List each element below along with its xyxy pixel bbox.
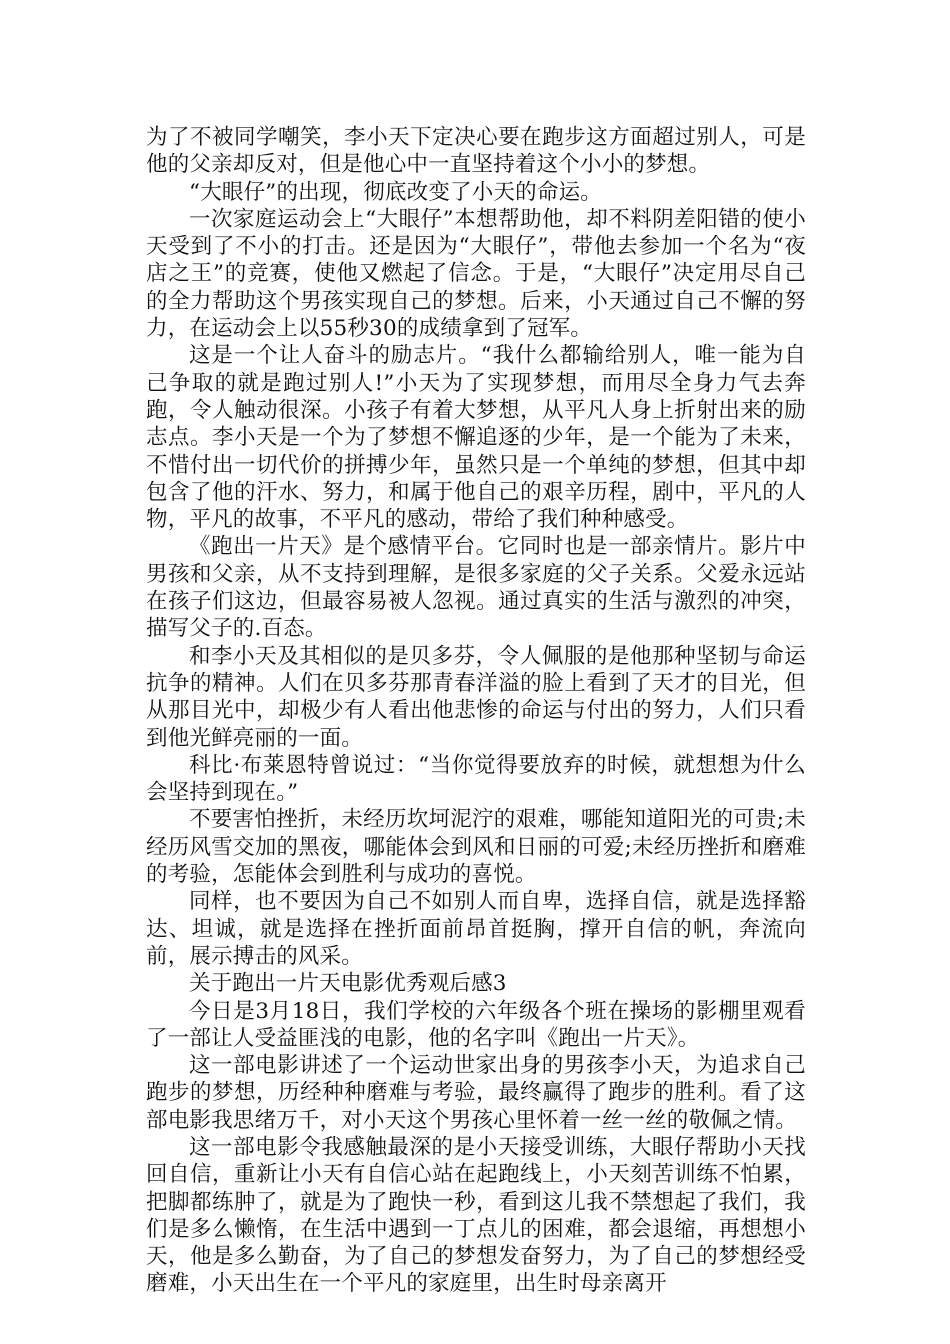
paragraph: 同样，也不要因为自己不如别人而自卑，选择自信，就是选择豁达、坦诚，就是选择在挫折面前昂首挺胸，撑开自信的帆，奔流向前，展示搏击的风采。	[146, 889, 806, 969]
paragraph: “大眼仔”的出现，彻底改变了小天的命运。	[189, 179, 602, 205]
paragraph: 一次家庭运动会上“大眼仔”本想帮助他，却不料阴差阳错的使小天受到了不小的打击。还是因为“大眼仔”，带他去参加一个名为“夜店之王”的竞赛，使他又燃起了信念。于是，“大眼仔”决定用尽自己的全力帮助这个男孩实现自己的梦想。后来，小天通过自己不懈的努力，在运动会上以55秒30的成绩拿到了冠军。	[146, 206, 806, 342]
paragraph: 不要害怕挫折，未经历坎坷泥泞的艰难，哪能知道阳光的可贵;未经历风雪交加的黑夜，哪能体会到风和日丽的可爱;未经历挫折和磨难的考验，怎能体会到胜利与成功的喜悦。	[146, 807, 806, 888]
paragraph: 《跑出一片天》是个感情平台。它同时也是一部亲情片。影片中男孩和父亲，从不支持到理解，是很多家庭的父子关系。父爱永远站在孩子们这边，但最容易被人忽视。通过真实的生活与激烈的冲突，描写父子的.百态。	[146, 534, 806, 642]
quote-paragraph: 科比·布莱恩特曾说过：“当你觉得要放弃的时候，就想想为什么会坚持到现在。”	[146, 752, 806, 806]
paragraph-continued: 为了不被同学嘲笑，李小天下定决心要在跑步这方面超过别人，可是他的父亲却反对，但是他心中一直坚持着这个小小的梦想。	[146, 125, 806, 178]
paragraph: 这一部电影令我感触最深的是小天接受训练，大眼仔帮助小天找回自信，重新让小天有自信心站在起跑线上，小天刻苦训练不怕累，把脚都练肿了，就是为了跑快一秒，看到这儿我不禁想起了我们，我们是多么懒惰，在生活中遇到一丁点儿的困难，都会退缩，再想想小天，他是多么勤奋，为了自己的梦想发奋努力，为了自己的梦想经受磨难，小天出生在一个平凡的家庭里，出生时母亲离开	[146, 1134, 806, 1297]
paragraph: 今日是3月18日，我们学校的六年级各个班在操场的影棚里观看了一部让人受益匪浅的电影，他的名字叫《跑出一片天》。	[146, 998, 806, 1051]
paragraph: 这是一个让人奋斗的励志片。“我什么都输给别人，唯一能为自己争取的就是跑过别人!”小天为了实现梦想，而用尽全身力气去奔跑，令人触动很深。小孩子有着大梦想，从平凡人身上折射出来的励志点。李小天是一个为了梦想不懈追逐的少年，是一个能为了未来，不惜付出一切代价的拼搏少年，虽然只是一个单纯的梦想，但其中却包含了他的汗水、努力，和属于他自己的艰辛历程，剧中，平凡的人物，平凡的故事，不平凡的感动，带给了我们种种感受。	[146, 343, 806, 533]
paragraph: 这一部电影讲述了一个运动世家出身的男孩李小天，为追求自己跑步的梦想，历经种种磨难与考验，最终赢得了跑步的胜利。看了这部电影我思绪万千，对小天这个男孩心里怀着一丝一丝的敬佩之情。	[146, 1053, 806, 1133]
paragraph: 和李小天及其相似的是贝多芬，令人佩服的是他那种坚韧与命运抗争的精神。人们在贝多芬那青春洋溢的脸上看到了天才的目光，但从那目光中，却极少有人看出他悲惨的命运与付出的努力，人们只看到他光鲜亮丽的一面。	[146, 643, 806, 751]
section-heading: 关于跑出一片天电影优秀观后感3	[189, 971, 507, 997]
document-page	[146, 124, 806, 1298]
